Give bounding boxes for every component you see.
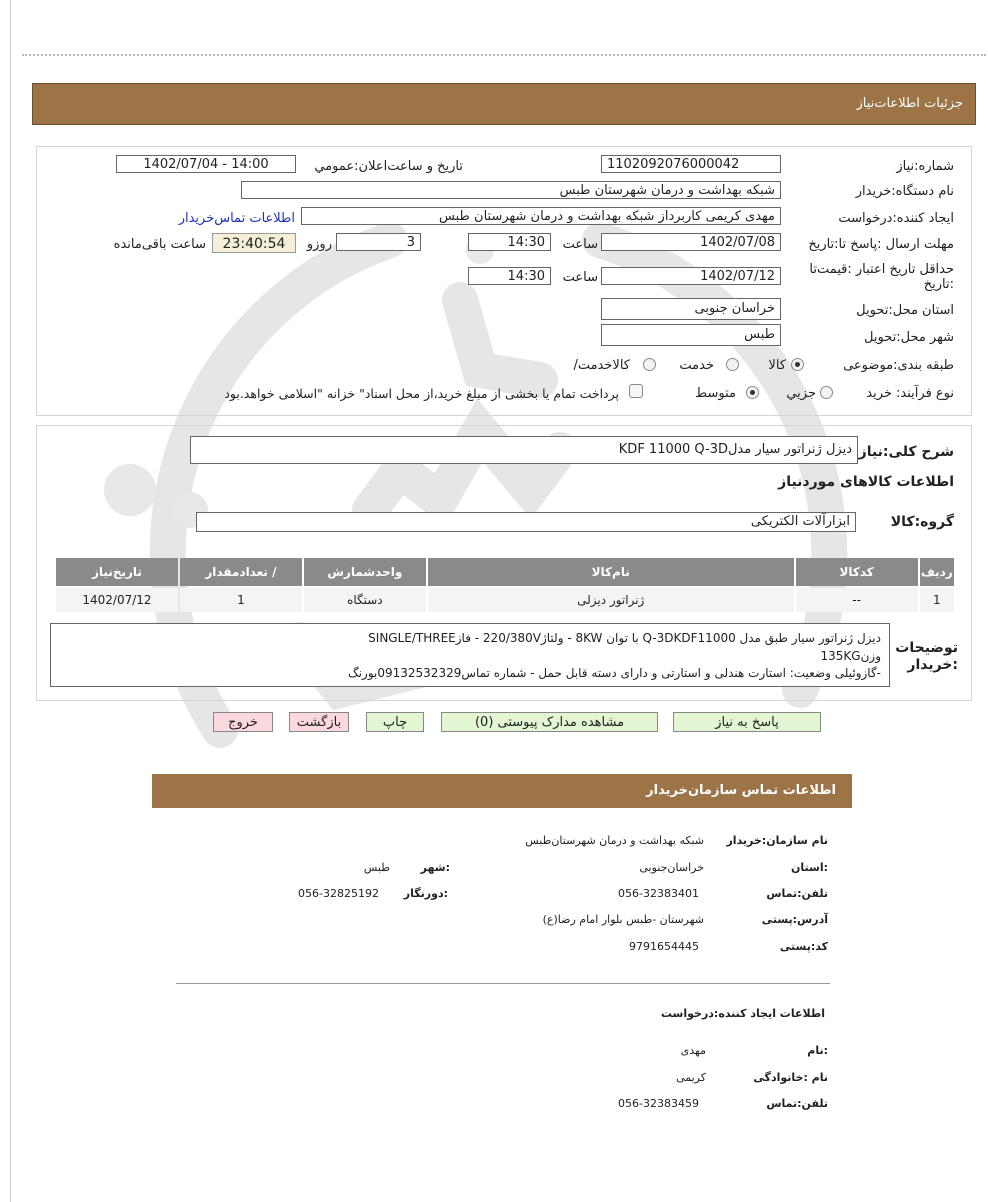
min-price-date-field[interactable]: 1402/07/12 (601, 267, 781, 285)
category-radio-service[interactable] (726, 358, 739, 371)
contact-city-value: طبس (363, 861, 390, 874)
cell-goods-name: ژنراتور دیزلی (428, 588, 794, 612)
province-field[interactable]: خراسان جنوبی (601, 298, 781, 320)
dotted-separator (22, 54, 986, 56)
city-field[interactable]: طبس (601, 324, 781, 346)
org-name-label: نام سازمان:خریدار (726, 834, 828, 847)
col-unit: واحدشمارش (304, 558, 426, 586)
days-field[interactable]: 3 (336, 233, 421, 251)
buyer-org-label: نام دستگاه:خریدار (855, 184, 954, 199)
creator-phone-label: تلفن:تماس (766, 1097, 828, 1110)
col-goods-name: نام‌کالا (428, 558, 794, 586)
col-goods-code: کدکالا (796, 558, 918, 586)
buyer-description-line-1: دیزل ژنراتور سیار طبق مدل Q-3DKDF11000 با توان 8KW - ولتاژ220/380V - فازSINGLE/THREE (368, 631, 881, 645)
category-goods-label: کالا (768, 358, 786, 373)
min-price-time-field[interactable]: 14:30 (468, 267, 551, 285)
page-left-border (10, 0, 11, 1202)
process-type-label: نوع فرآیند: خرید (866, 386, 954, 401)
process-radio-minor[interactable] (820, 386, 833, 399)
cell-row-number: 1 (920, 588, 954, 612)
required-goods-heading: اطلاعات کالاهای موردنیاز (778, 474, 954, 490)
goods-table-header (56, 558, 954, 586)
header-title: جزئیات اطلاعات‌نیاز (856, 96, 963, 111)
need-number-label: شماره:نیاز (896, 159, 954, 174)
process-radio-medium[interactable] (746, 386, 759, 399)
cell-goods-code: -- (796, 588, 918, 612)
buyer-description-label: توضیحات :خریدار (895, 640, 958, 673)
general-description-label: شرح کلی:نیاز (858, 444, 954, 460)
treasury-payment-checkbox[interactable] (629, 384, 643, 398)
buyer-contact-link[interactable]: اطلاعات تماس‌خریدار (178, 211, 295, 226)
category-goods-service-label: کالاخدمت/ (573, 358, 630, 373)
contact-province-value: خراسان‌جنوبی (639, 861, 704, 874)
min-price-time-label: ساعت (562, 270, 598, 285)
buyer-description-box[interactable] (50, 623, 890, 687)
goods-group-label: گروه:کالا (890, 514, 954, 530)
category-service-label: خدمت (679, 358, 714, 373)
creator-name-value: مهدی (680, 1044, 706, 1057)
contact-city-label: :شهر (420, 861, 450, 874)
process-medium-label: متوسط (695, 386, 736, 401)
category-radio-goods-service[interactable] (643, 358, 656, 371)
buyer-contact-title: اطلاعات تماس سازمان‌خریدار (646, 783, 836, 798)
reply-to-need-button[interactable]: پاسخ به نیاز (673, 712, 821, 732)
buyer-description-line-2: وزن135KG (820, 649, 881, 663)
announce-datetime-field[interactable]: 1402/07/04 - 14:00 (116, 155, 296, 173)
buyer-description-line-3: -گازوئیلی وضعیت: استارت هندلی و استارتی و دارای دسته قابل حمل - شماره تماس09132532329بورنگ (347, 666, 881, 680)
process-minor-label: جزيي (786, 386, 816, 401)
creator-family-label: نام :خانوادگی (753, 1071, 828, 1084)
cell-unit: دستگاه (304, 588, 426, 612)
remaining-time-display: 23:40:54 (212, 233, 296, 253)
contact-divider (176, 983, 830, 984)
treasury-payment-note: پرداخت تمام یا بخشی از مبلغ خرید،از محل اسناد" خزانه "اسلامی خواهد.بود (224, 386, 619, 401)
view-attachments-button[interactable]: مشاهده مدارک پیوستی (0) (441, 712, 658, 732)
contact-fax-label: :دورنگار (403, 887, 448, 900)
contact-fax-value: 056-32825192 (298, 887, 379, 900)
creator-family-value: کریمی (676, 1071, 706, 1084)
goods-group-field[interactable]: ابزارآلات الکتریکی (196, 512, 856, 532)
creator-info-title: اطلاعات ایجاد کننده:درخواست (660, 1007, 825, 1020)
days-label: روزو (306, 237, 332, 252)
print-button[interactable]: چاپ (366, 712, 424, 732)
creator-label: ایجاد کننده:درخواست (838, 211, 954, 226)
col-row-number: ردیف (920, 558, 954, 586)
reply-date-field[interactable]: 1402/07/08 (601, 233, 781, 251)
org-name-value: شبکه بهداشت و درمان شهرستان‌طبس (525, 834, 704, 847)
page-header-bar (32, 83, 976, 125)
category-label: طبقه بندی:موضوعی (843, 358, 954, 373)
reply-time-label: ساعت (562, 237, 598, 252)
col-quantity: / تعدادمقدار (180, 558, 302, 586)
postal-address-label: آدرس:پستی (761, 913, 828, 926)
cell-quantity: 1 (180, 588, 302, 612)
buyer-contact-header (152, 774, 852, 808)
contact-phone-label: تلفن:تماس (766, 887, 828, 900)
remaining-time-label: ساعت باقی‌مانده (113, 237, 206, 252)
creator-phone-value: 056-32383459 (618, 1097, 699, 1110)
contact-phone-value: 056-32383401 (618, 887, 699, 900)
min-price-validity-label: حداقل تاریخ اعتبار :قیمت‌تا :تاریخ (809, 262, 954, 292)
general-description-field[interactable]: دیزل ژنراتور سیار مدلKDF 11000 Q-3D (190, 436, 858, 464)
announce-label: تاریخ و ساعت‌اعلان:عمومي (314, 159, 463, 174)
table-row[interactable] (56, 588, 954, 612)
creator-name-label: :نام (807, 1044, 828, 1057)
col-need-date: تاریخ‌نیاز (56, 558, 178, 586)
need-number-field[interactable]: 1102092076000042 (601, 155, 781, 173)
buyer-org-field[interactable]: شبکه بهداشت و درمان شهرستان طبس (241, 181, 781, 199)
contact-province-label: :استان (791, 861, 828, 874)
back-button[interactable]: بازگشت (289, 712, 349, 732)
reply-deadline-label: مهلت ارسال :پاسخ تا:تاریخ (808, 237, 954, 252)
city-label: شهر محل:تحویل (864, 330, 954, 345)
creator-field[interactable]: مهدی کریمی کاربرداز شبکه بهداشت و درمان شهرستان طبس (301, 207, 781, 225)
exit-button[interactable]: خروج (213, 712, 273, 732)
goods-table (54, 556, 956, 614)
province-label: استان محل:تحویل (856, 303, 954, 318)
postal-code-label: کد:پستی (779, 940, 828, 953)
reply-time-field[interactable]: 14:30 (468, 233, 551, 251)
postal-address-value: شهرستان -طبس بلوار امام رضا(ع) (542, 913, 704, 926)
category-radio-goods[interactable] (791, 358, 804, 371)
cell-need-date: 1402/07/12 (56, 588, 178, 612)
postal-code-value: 9791654445 (629, 940, 699, 953)
